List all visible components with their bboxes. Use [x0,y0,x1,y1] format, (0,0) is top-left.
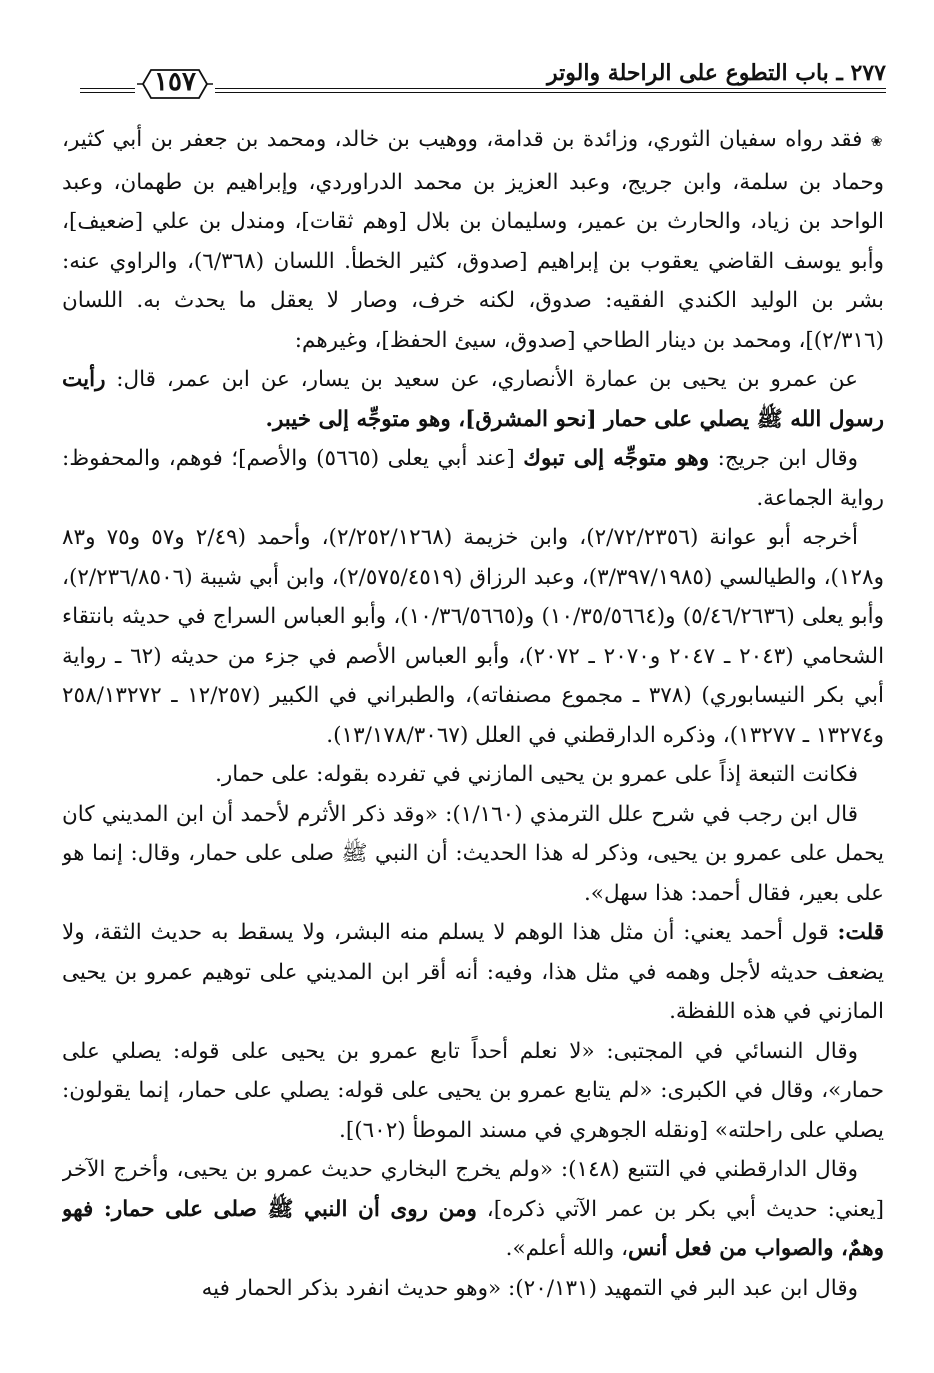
paragraph-tabi-a [62,755,884,795]
paragraph-takhrij [62,518,884,755]
text-run: قول أحمد يعني: أن مثل هذا الوهم لا يسلم منه البشر، ولا يسقط به حديث الثقة، ولا يضعف حديثه لأجل وهمه في مثل هذا، وفيه: أنه أقر ابن المديني على توهيم عمرو بن يحيى المازني في هذه اللفظة. [62,920,884,1024]
paragraph-ibn-abd-al-barr [62,1269,884,1309]
qultu-label: قلت: [837,920,884,945]
text-run: ، والله أعلم». [505,1236,629,1261]
hadith-matn: رأيت رسول الله ﷺ يصلي على حمار [نحو المشرق]، وهو متوجِّه إلى خيبر. [62,367,884,432]
bold-phrase: وهو متوجِّه إلى تبوك [523,446,710,471]
page-number-badge [135,64,215,104]
text-run: فقد رواه سفيان الثوري، وزائدة بن قدامة، ووهيب بن خالد، ومحمد بن جعفر بن أبي كثير، وحماد بن سلمة، وابن جريج، وعبد العزيز بن محمد الدراوردي، وإبراهيم بن طهمان، وعبد الواحد بن زياد، والحارث بن عمير، وسليمان بن بلال [وهم ثقات]، ومندل بن علي [ضعيف]، وأبو يوسف القاضي يعقوب بن إبراهيم [صدوق، كثير الخطأ. اللسان (٦/٣٦٨)، والراوي عنه: بشر بن الوليد الكندي الفقيه: صدوق، لكنه خرف، وصار لا يعقل ما يحدث به. اللسان (٢/٣١٦)]، ومحمد بن دينار الطاحي [صدوق، سيئ الحفظ]، وغيرهم: [62,127,884,353]
paragraph-qultu [62,913,884,1032]
text-run: وقال ابن عبد البر في التمهيد (٢٠/١٣١): «وهو حديث انفرد بذكر الحمار فيه [201,1275,858,1301]
body-text [62,120,884,1360]
text-run: وقال ابن جريج: [709,446,858,471]
page-number: ١٥٧ [154,67,196,97]
paragraph-ibn-jurayj [62,439,884,518]
paragraph-ibn-rajab [62,795,884,914]
paragraph-narrators [62,120,884,360]
paragraph-hadith-text [62,360,884,439]
text-run: قال ابن رجب في شرح علل الترمذي (١/١٦٠): «وقد ذكر الأثرم لأحمد أن ابن المديني كان يحمل على عمرو بن يحيى، وذكر له هذا الحديث: أن النبي ﷺ صلى على حمار، وقال: إنما هو على بعير، فقال أحمد: هذا سهل». [62,801,884,906]
bold-phrase: ومن روى أن النبي ﷺ صلى على حمار: فهو وهمٌ، والصواب من فعل أنس [62,1196,884,1261]
paragraph-daraqutni [62,1150,884,1269]
text-run: [عند أبي يعلى (٥٦٦٥) والأصم]؛ فوهم، والمحفوظ: رواية الجماعة. [62,446,884,511]
paragraph-nasai [62,1032,884,1151]
text-run: وقال النسائي في المجتبى: «لا نعلم أحداً تابع عمرو بن يحيى على قوله: يصلي على حمار»، وقال في الكبرى: «لم يتابع عمرو بن يحيى على قوله: يصلي على حمار، إنما يقولون: يصلي على راحلته» [ونقله الجوهري في مسند الموطأ (٦٠٢)]. [62,1038,884,1143]
text-run: وقال الدارقطني في التتبع (١٤٨): «ولم يخرج البخاري حديث عمرو بن يحيى، وأخرج الآخر [يعني: حديث أبي بكر بن عمر الآتي ذكره]، [62,1157,884,1222]
chapter-title: ٢٧٧ ـ باب التطوع على الراحلة والوتر [547,60,886,86]
text-run: أخرجه أبو عوانة (٢/٧٢/٢٣٥٦)، وابن خزيمة (٢/٢٥٢/١٢٦٨)، وأحمد (٢/٤٩ و٥٧ و٧٥ و٨٣ و١٢٨)، والطيالسي (٣/٣٩٧/١٩٨٥)، وعبد الرزاق (٢/٥٧٥/٤٥١٩)، وابن أبي شيبة (٢/٢٣٦/٨٥٠٦)، وأبو يعلى (٥/٤٦/٢٦٣٦) و(١٠/٣٥/٥٦٦٤) و(١٠/٣٦/٥٦٦٥)، وأبو العباس السراج في حديثه بانتقاء الشحامي (٢٠٤٣ ـ ٢٠٤٧ و٢٠٧٠ ـ ٢٠٧٢)، وأبو العباس الأصم في جزء من حديثه (٦٢ ـ رواية أبي بكر النيسابوري) (٣٧٨ ـ مجموع مصنفاته)، والطبراني في الكبير (١٢/٢٥٧ ـ ٢٥٨/١٣٢٧٢ و١٣٢٧٤ ـ ١٣٢٧٧)، وذكره الدارقطني في العلل (١٣/١٧٨/٣٠٦٧). [62,525,884,748]
text-run: عن عمرو بن يحيى بن عمارة الأنصاري، عن سعيد بن يسار، عن ابن عمر، قال: [105,367,858,392]
text-run: فكانت التبعة إذاً على عمرو بن يحيى المازني في تفرده بقوله: على حمار. [215,762,858,787]
running-header [80,52,886,102]
